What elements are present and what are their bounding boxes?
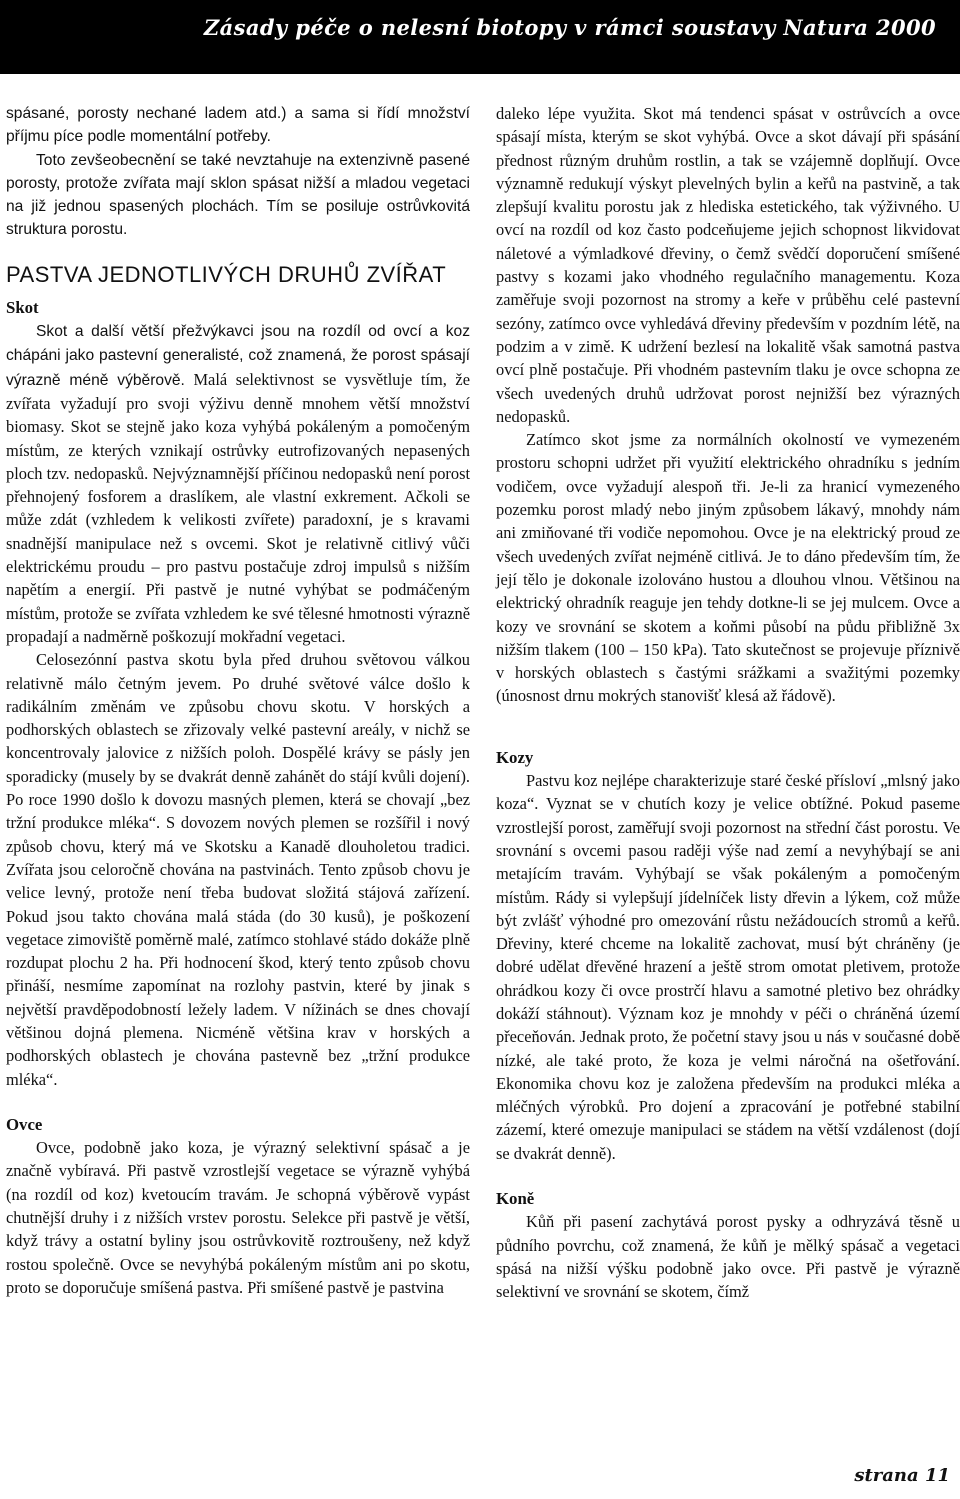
- paragraph: Zatímco skot jsme za normálních okolností ve vymezeném prostoru schopni udržet při využití elektrického ohradníku s jedním vodičem, ovce vyžadují alespoň tři. Je-li za hranicí vymezeného pozemku porost mladý nebo jiným způsobem lákavý, mnohdy nám ani zmiňované tři vodiče nepomohou. Ovce je na elektrický proud ze všech uvedených zvířat nejméně citlivá. Je to dáno především tím, že její tělo je dokonale izolováno hustou a dlouhou vlnou. Většinou na elektrický ohradník reaguje jen tehdy dotkne-li se jej mulcem. Ovce a kozy ve srovnání se skotem a koňmi působí na půdu přibližně 3x nižším tlakem (100 – 150 kPa). Tato skutečnost se projevuje příznivě v horských oblastech s častými srážkami a svažitými pozemky (únosnost drnu mokrých stanovišť klesá až řádově).: [496, 430, 960, 706]
- subheading-kozy: Kozy: [496, 747, 534, 767]
- paragraph: daleko lépe využita. Skot má tendenci spásat v ostrůvcích a ovce spásají místa, kterým se skot vyhýbá. Ovce a skot dávají při spásání přednost různým druhům rostlin, a tak se vzájemně doplňují. Ovce významně redukují výskyt plevelných bylin a keřů na pastvině, a tak zlepšují kvalitu porostu jak z hlediska estetického, tak výživného. U ovcí na rozdíl od koz často podceňujeme jejich schopnost likvidovat náletové a výmladkové dřeviny, o čemž svědčí doporučení smíšené pastvy s kozami jako vhodného regulačního managementu. Koza zaměřuje svoji pozornost na stromy a keře v průběhu celé pastevní sezóny, zatímco ovce vyhledává dřeviny především v pozdním létě, na podzim a v zimě. K udržení bezlesí na lokalitě však samotná pastva ovcí plně postačuje. Při vhodném pastevním tlaku je ovce schopna ze všech uvedených druhů udržovat porost nejnižší bez výrazných nedopasků.: [496, 104, 960, 426]
- page-number: strana 11: [854, 1465, 950, 1486]
- paragraph: [6, 319, 470, 648]
- paragraph-rest: Malá selektivnost se vysvětluje tím, že zvířata vyžadují pro svoji výživu denně mnohem větší množství biomasy. Skot se stejně jako koza vyhýbá pokáleným a pomočeným místům, ze kterých vznikají ostrůvky eutrofizovaných nepasených ploch tzv. nedopasků. Nejvýznamnější příčinou nedopasků není porost přehnojený fosforem a draslíkem, ale vlastní exkrement. Ačkoli se může zdát (vzhledem k velikosti zvířete) paradoxní, je s kravami snadnější manipulace než s ovcemi. Skot je relativně citlivý vůči elektrickému proudu – pro pastvu postačuje zdroj impulsů s nižším napětím a energií. Při pastvě je nutné vyhýbat se podmáčeným místům, protože se zvířata vzhledem ke své tělesné hmotnosti výrazně propadají a nadměrně poškozují mokřadní vegetaci.: [6, 369, 470, 646]
- subheading-skot: Skot: [6, 297, 39, 317]
- running-header-title: Zásady péče o nelesní biotopy v rámci soustavy Natura 2000: [203, 15, 936, 40]
- paragraph: Pastvu koz nejlépe charakterizuje staré české přísloví „mlsný jako koza“. Vyznat se v chutích kozy je velice obtížné. Pokud paseme vzrostlejší porost, zaměřují svoji pozornost na střední část porostu. Ve srovnání s ovcemi pasou raději výše nad zemí a nevyhýbají se ani metajícím travám. Vyhýbají se však pokáleným a pomočeným místům. Rády si vylepšují jídelníček listy dřevin a lýkem, což může být zvlášť výhodné pro omezování růstu nežádoucích stromů a keřů. Dřeviny, které chceme na lokalitě zachovat, musí být chráněny (je dobré udělat dřevěné hrazení a ještě strom omotat pletivem, protože ohrádkou kozy či ovce prostrčí hlavu a samotné pletivo bez ohrádky dokáží stáhnout). Význam koz je mnohdy v péči o chráněná území přeceňován. Jednak proto, že početní stavy jsou u nás v současné době nízké, ale také proto, že koza je velmi náročná na ošetřování. Ekonomika chovu koz je založena především na produkci mléka a mléčných výrobků. Pro dojení a zpracování je potřebné stabilní zázemí, které omezuje manipulaci se stádem na větší vzdálenost (dojí se dvakrát denně).: [496, 771, 960, 1163]
- paragraph: Celosezónní pastva skotu byla před druhou světovou válkou relativně málo četným jevem. Po druhé světové válce došlo k radikálním změnám ve způsobu chovu skotu. V horských a podhorských oblastech se zřizovaly velké pastevní areály, v nichž se koncentrovaly jalovice z nižších poloh. Dospělé krávy se pásly jen sporadicky (musely by se dvakrát denně zahánět do stájí kvůli dojení). Po roce 1990 došlo k dovozu masných plemen, která se chovají „bez tržní produkce mléka“. S dovozem nových plemen se rozšířil i nový způsob chovu, který má ve Skotsku a Kanadě dlouholetou tradici. Zvířata jsou celoročně chována na pastvinách. Tento způsob chovu je velice levný, protože není třeba budovat složitá stájová zařízení. Pokud jsou takto chována malá stáda (do 30 kusů), je poškození vegetace zimoviště poměrně malé, zatímco stohlavé stádo dokáže plně rozdupat plochu 2 ha. Při hodnocení škod, který tento způsob chovu přináší, nesmíme zapomínat na rozlohy pastvin, které by jinak s největší pravděpodobností ležely ladem. V nížinách se dnes chovají většinou dojná plemena. Nicméně většina krav v horských a podhorských oblastech je chována pastevně bez „tržní produkce mléka“.: [6, 650, 470, 1089]
- subheading-ovce: Ovce: [6, 1114, 43, 1134]
- section-title: PASTVA JEDNOTLIVÝCH DRUHŮ ZVÍŘAT: [6, 261, 447, 287]
- paragraph: Ovce, podobně jako koza, je výrazný selektivní spásač a je značně vybíravá. Při pastvě vzrostlejší vegetace se výrazně vyhýbá (na rozdíl od koz) kvetoucím travám. Je schopná výběrově vypást chutnější druhy i z nižších vrstev porostu. Selekce při pastvě je větší, když trávy a ostatní byliny jsou ostrůvkovitě roztroušeny, než když rostou společně. Ovce se nevyhýbá pokáleným místům ani po skotu, proto se doporučuje smíšená pastva. Při smíšené pastvě je pastvina: [6, 1138, 470, 1297]
- paragraph: Toto zevšeobecnění se také nevztahuje na extenzivně pasené porosty, protože zvířata mají sklon spásat nižší a mladou vegetaci na již jednou spasených plochách. Tím se posiluje ostrůvkovitá struktura porostu.: [6, 151, 470, 239]
- paragraph: Kůň při pasení zachytává porost pysky a odhryzává těsně u půdního povrchu, což znamená, že kůň je mělký spásač a vegetaci spásá na nižší výšku podobně jako ovce. Při pastvě je výrazně selektivní ve srovnání se skotem, čímž: [496, 1212, 960, 1302]
- subheading-kone: Koně: [496, 1189, 535, 1209]
- left-column: [6, 102, 470, 1299]
- header-bar: [0, 0, 960, 74]
- paragraph: spásané, porosty nechané ladem atd.) a sama si řídí množství příjmu píce podle momentální potřeby.: [6, 105, 470, 146]
- right-column: [496, 102, 960, 1304]
- paragraph-lead: Skot a další větší přežvýkavci jsou na rozdíl od ovcí a koz chápáni jako pastevní generalisté, což znamená, že porost spásají výrazně méně výběrově.: [6, 323, 470, 389]
